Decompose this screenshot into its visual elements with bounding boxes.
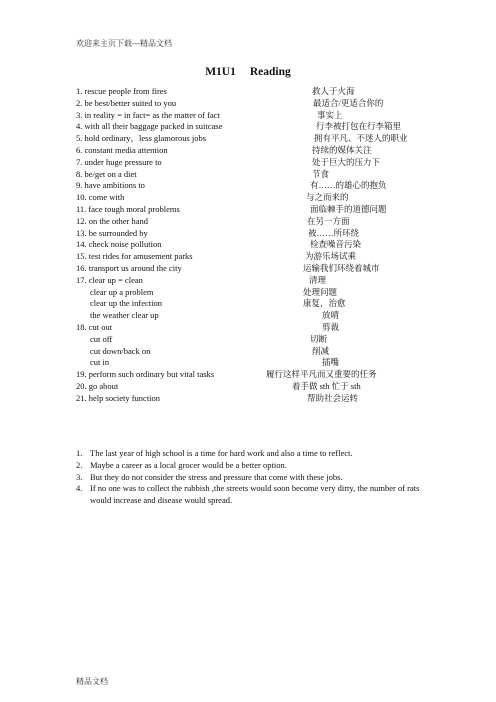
- sentence-item: [76, 483, 426, 507]
- vocab-row: [76, 381, 436, 393]
- vocab-chinese: 与之而来的: [306, 192, 349, 203]
- vocab-chinese: 运输我们环绕着城市: [303, 262, 380, 273]
- vocab-row: [76, 369, 436, 381]
- vocab-row: [76, 298, 436, 310]
- vocab-row: [76, 334, 436, 346]
- sentence-number: 4.: [76, 483, 83, 494]
- vocab-english: 12. on the other hand: [76, 215, 148, 226]
- vocab-chinese: 履行这样平凡而又重要的任务: [266, 369, 377, 380]
- vocab-row: [76, 228, 436, 240]
- vocab-row: [76, 169, 436, 181]
- vocab-chinese: 最适合/更适合你的: [313, 97, 384, 108]
- vocab-english: 5. hold ordinary，less glamorous jobs: [76, 133, 207, 144]
- vocab-row: [76, 322, 436, 334]
- vocab-row: [76, 204, 436, 216]
- vocab-chinese: 康复，治愈: [303, 298, 346, 309]
- vocab-chinese: 有……的雄心的抱负: [310, 180, 387, 191]
- vocab-english: 14. check noise pollution: [76, 239, 162, 250]
- sentence-list: [76, 448, 426, 507]
- vocab-chinese: 事实上: [317, 109, 343, 120]
- vocab-english: 15. test rides for amusement parks: [76, 251, 193, 262]
- vocab-english: the weather clear up: [90, 310, 159, 321]
- vocabulary-list: [76, 86, 436, 405]
- vocab-chinese: 放晴: [322, 310, 340, 321]
- vocab-english: 1. rescue people from fires: [76, 86, 167, 96]
- vocab-chinese: 在另一方面: [307, 215, 350, 226]
- sentence-text: Maybe a career as a local grocer would be a better option.: [90, 459, 287, 470]
- vocab-english: cut off: [90, 333, 113, 344]
- page-footer-note: 精品文档: [76, 677, 108, 686]
- sentence-text: If no one was to collect the rubbish ,the streets would soon become very dirty, the number of rats would increase and disease would spread.: [90, 483, 420, 506]
- vocab-english: cut in: [90, 357, 110, 368]
- page-title: [0, 66, 496, 78]
- vocab-chinese: 着手做 sth 忙于 sth: [292, 380, 361, 391]
- vocab-english: 10. come with: [76, 192, 125, 203]
- vocab-chinese: 削减: [312, 345, 330, 356]
- vocab-row: [76, 110, 436, 122]
- vocab-english: 16. transport us around the city: [76, 262, 182, 273]
- vocab-chinese: 拥有平凡、不迷人的职业: [314, 133, 408, 144]
- vocab-row: [76, 86, 436, 98]
- vocab-english: 8. be/get on a diet: [76, 168, 137, 179]
- vocab-chinese: 切断: [310, 333, 328, 344]
- sentence-text: But they do not consider the stress and pressure that come with these jobs.: [90, 471, 343, 482]
- vocab-chinese: 帮助社会运转: [307, 392, 359, 403]
- vocab-row: [76, 310, 436, 322]
- unit-label: M1U1: [205, 66, 236, 78]
- vocab-chinese: 处理问题: [303, 286, 338, 297]
- vocab-chinese: 节食: [312, 168, 330, 179]
- vocab-chinese: 清理: [309, 274, 327, 285]
- vocab-row: [76, 393, 436, 405]
- vocab-row: [76, 121, 436, 133]
- vocab-row: [76, 346, 436, 358]
- vocab-english: 18. cut out: [76, 321, 113, 332]
- vocab-row: [76, 357, 436, 369]
- vocab-row: [76, 192, 436, 204]
- vocab-row: [76, 180, 436, 192]
- vocab-english: 4. with all their baggage packed in suitcase: [76, 121, 223, 132]
- vocab-english: 20. go about: [76, 380, 119, 391]
- sentence-text: The last year of high school is a time for hard work and also a time to reflect.: [90, 448, 353, 458]
- vocab-chinese: 剪裁: [322, 321, 340, 332]
- sentence-item: [76, 448, 426, 460]
- vocab-chinese: 行李被打包在行李箱里: [316, 121, 402, 132]
- vocab-row: [76, 275, 436, 287]
- vocab-row: [76, 216, 436, 228]
- vocab-chinese: 处于巨大的压力下: [312, 156, 381, 167]
- vocab-row: [76, 157, 436, 169]
- vocab-english: 7. under huge pressure to: [76, 156, 162, 167]
- vocab-chinese: 持续的媒体关注: [312, 144, 372, 155]
- sentence-item: [76, 460, 426, 472]
- vocab-row: [76, 263, 436, 275]
- vocab-english: 19. perform such ordinary but vital tasks: [76, 369, 215, 380]
- vocab-chinese: 面临棘手的道德问题: [310, 203, 387, 214]
- vocab-row: [76, 133, 436, 145]
- vocab-english: cut down/back on: [90, 345, 151, 356]
- sentence-number: 1.: [76, 448, 83, 458]
- vocab-chinese: 被……所环绕: [308, 227, 360, 238]
- vocab-row: [76, 287, 436, 299]
- vocab-chinese: 插嘴: [322, 357, 340, 368]
- vocab-chinese: 检查噪音污染: [310, 239, 362, 250]
- vocab-english: clear up the infection: [90, 298, 162, 309]
- vocab-english: 17. clear up = clean: [76, 274, 143, 285]
- vocab-english: 13. be surrounded by: [76, 227, 148, 238]
- vocab-english: 21. help society function: [76, 392, 161, 403]
- sentence-number: 3.: [76, 471, 83, 482]
- vocab-english: 6. constant media attention: [76, 144, 168, 155]
- vocab-english: 2. be best/better suited to you: [76, 97, 177, 108]
- section-label: Reading: [249, 66, 291, 78]
- page-header-note: 欢迎来主页下载---精品文档: [76, 39, 172, 48]
- vocab-row: [76, 251, 436, 263]
- vocab-english: 9. have ambitions to: [76, 180, 145, 191]
- vocab-english: 3. in reality = in fact= as the matter of fact: [76, 109, 220, 120]
- vocab-english: clear up a problem: [90, 286, 154, 297]
- vocab-chinese: 为游乐场试乘: [305, 251, 357, 262]
- vocab-row: [76, 98, 436, 110]
- vocab-english: 11. face tough moral problems: [76, 203, 180, 214]
- vocab-row: [76, 239, 436, 251]
- vocab-row: [76, 145, 436, 157]
- sentence-item: [76, 472, 426, 484]
- sentence-number: 2.: [76, 459, 83, 470]
- vocab-chinese: 救人于火海: [312, 86, 355, 96]
